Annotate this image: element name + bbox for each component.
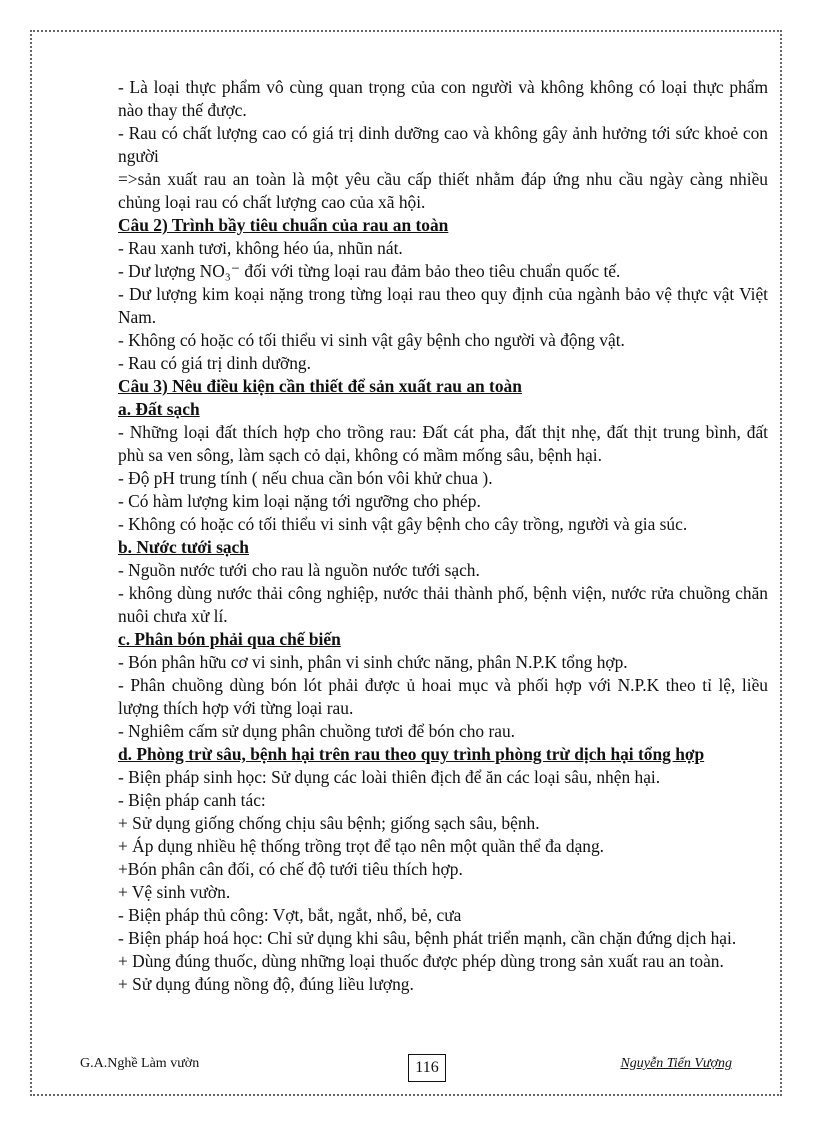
paragraph: - Phân chuồng dùng bón lót phải được ủ hoai mục và phối hợp với N.P.K theo tỉ lệ, liều lượng thích hợp với từng loại rau. <box>118 675 768 718</box>
paragraph: + Vệ sinh vườn. <box>118 882 231 902</box>
paragraph: - Biện pháp sinh học: Sử dụng các loài thiên địch để ăn các loại sâu, nhện hại. <box>118 767 661 787</box>
section-heading: Câu 3) Nêu điều kiện cần thiết để sản xuất rau an toàn <box>118 376 522 396</box>
paragraph: - Những loại đất thích hợp cho trồng rau: Đất cát pha, đất thịt nhẹ, đất thịt trung bình, đất phù sa ven sông, làm sạch cỏ dại, không có mầm mống sâu, bệnh hại. <box>118 422 768 465</box>
paragraph: + Sử dụng đúng nồng độ, đúng liều lượng. <box>118 974 414 994</box>
section-heading: Câu 2) Trình bầy tiêu chuẩn của rau an toàn <box>118 215 449 235</box>
paragraph: - Là loại thực phẩm vô cùng quan trọng của con người và không không có loại thực phẩm nào thay thế được. <box>118 77 768 120</box>
paragraph: - Dư lượng NO₃⁻ đối với từng loại rau đảm bảo theo tiêu chuẩn quốc tế. <box>118 261 621 281</box>
section-heading: d. Phòng trừ sâu, bệnh hại trên rau theo quy trình phòng trừ dịch hại tổng hợp <box>118 744 705 764</box>
paragraph: - Độ pH trung tính ( nếu chua cần bón vôi khử chua ). <box>118 468 493 488</box>
paragraph: +Bón phân cân đối, có chế độ tưới tiêu thích hợp. <box>118 859 463 879</box>
paragraph: - Không có hoặc có tối thiểu vi sinh vật gây bệnh cho người và động vật. <box>118 330 625 350</box>
paragraph: =>sản xuất rau an toàn là một yêu cầu cấp thiết nhằm đáp ứng nhu cầu ngày càng nhiều chủng loại rau có chất lượng cao của xã hội. <box>118 169 768 212</box>
paragraph: - Rau xanh tươi, không héo úa, nhũn nát. <box>118 238 403 258</box>
paragraph: + Dùng đúng thuốc, dùng những loại thuốc được phép dùng trong sản xuất rau an toàn. <box>118 951 724 971</box>
document-body <box>118 76 768 996</box>
paragraph: - Biện pháp thủ công: Vợt, bắt, ngắt, nhổ, bẻ, cưa <box>118 905 462 925</box>
paragraph: - Rau có chất lượng cao có giá trị dinh dưỡng cao và không gây ảnh hưởng tới sức khoẻ con người <box>118 123 768 166</box>
section-heading: a. Đất sạch <box>118 399 200 419</box>
footer-book-title: G.A.Nghề Làm vườn <box>80 1056 200 1071</box>
paragraph: - Rau có giá trị dinh dưỡng. <box>118 353 311 373</box>
paragraph: + Áp dụng nhiều hệ thống trồng trọt để tạo nên một quần thể đa dạng. <box>118 836 605 856</box>
paragraph: - Có hàm lượng kim loại nặng tới ngưỡng cho phép. <box>118 491 481 511</box>
paragraph: - Nguồn nước tưới cho rau là nguồn nước tưới sạch. <box>118 560 480 580</box>
section-heading: c. Phân bón phải qua chế biến <box>118 629 341 649</box>
paragraph: - Không có hoặc có tối thiểu vi sinh vật gây bệnh cho cây trồng, người và gia súc. <box>118 514 688 534</box>
page-number: 116 <box>408 1054 446 1082</box>
paragraph: - Biện pháp canh tác: <box>118 790 266 810</box>
page-footer <box>80 1054 732 1084</box>
paragraph: - Biện pháp hoá học: Chỉ sử dụng khi sâu, bệnh phát triển mạnh, cần chặn đứng dịch hại. <box>118 928 737 948</box>
footer-author: Nguyễn Tiến Vượng <box>620 1056 732 1071</box>
section-heading: b. Nước tưới sạch <box>118 537 249 557</box>
paragraph: - Nghiêm cấm sử dụng phân chuồng tươi để bón cho rau. <box>118 721 516 741</box>
paragraph: - không dùng nước thải công nghiệp, nước thải thành phố, bệnh viện, nước rửa chuồng chăn nuôi chưa xử lí. <box>118 583 768 626</box>
paragraph: - Dư lượng kim koại nặng trong từng loại rau theo quy định của ngành bảo vệ thực vật Việt Nam. <box>118 284 768 327</box>
paragraph: + Sử dụng giống chống chịu sâu bệnh; giống sạch sâu, bệnh. <box>118 813 540 833</box>
paragraph: - Bón phân hữu cơ vi sinh, phân vi sinh chức năng, phân N.P.K tổng hợp. <box>118 652 628 672</box>
